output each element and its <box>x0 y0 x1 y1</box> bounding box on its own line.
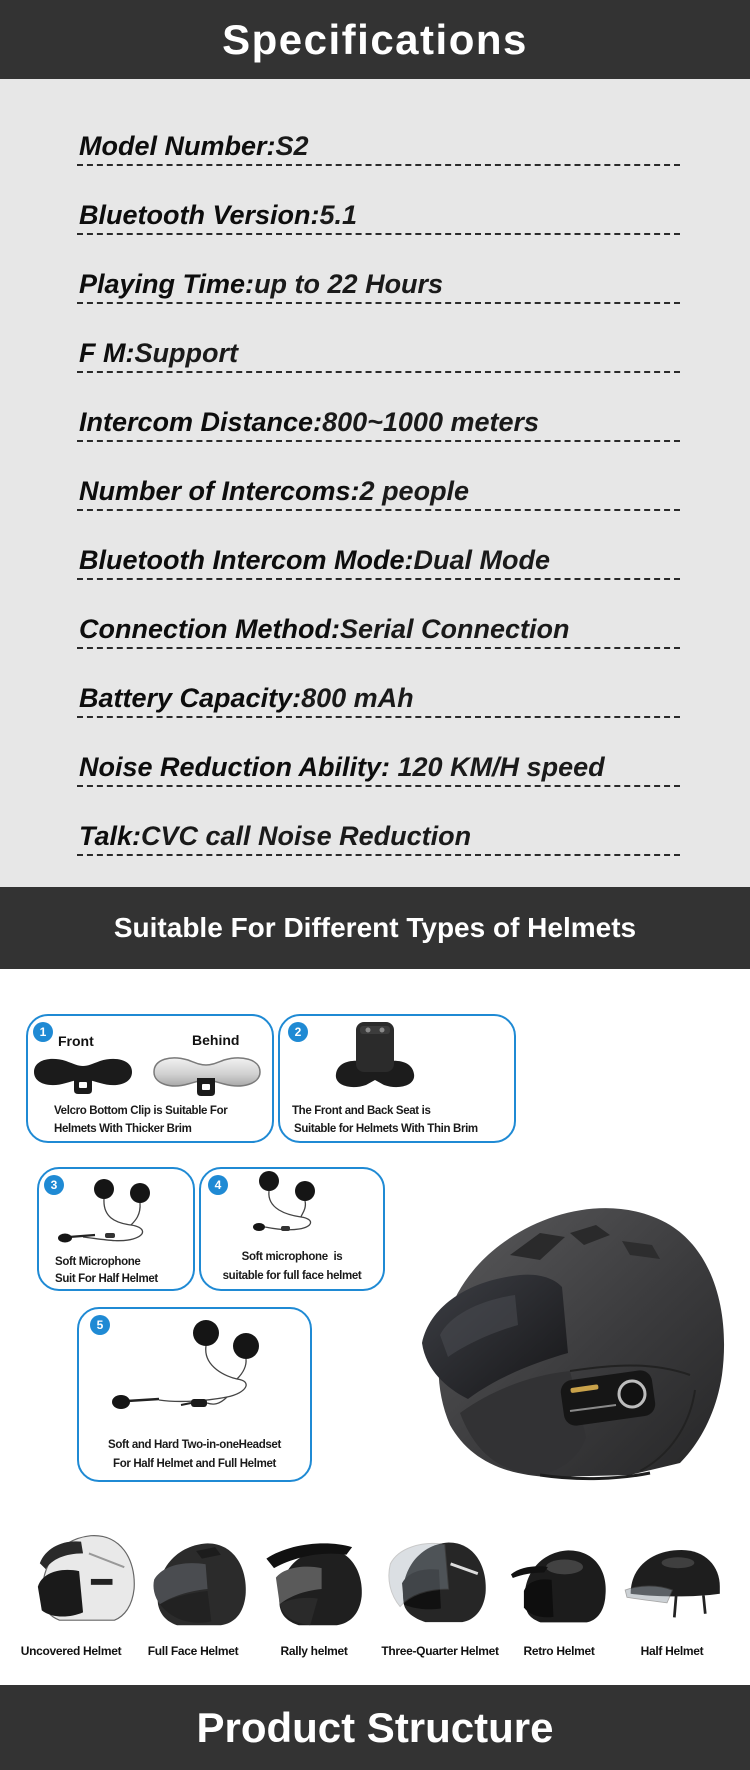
accessory-caption-line-1: Soft and Hard Two-in-oneHeadset <box>108 1439 281 1451</box>
step-badge-2: 2 <box>288 1022 308 1042</box>
spec-label: Playing Time: <box>79 269 255 299</box>
spec-row-intercom-mode <box>77 511 680 580</box>
helmet-type-label: Retro Helmet <box>523 1644 595 1658</box>
spec-value: CVC call Noise Reduction <box>141 821 472 851</box>
helmet-type-label: Half Helmet <box>640 1644 704 1658</box>
spec-row-bluetooth-version <box>77 166 680 235</box>
spec-row-battery-capacity <box>77 649 680 718</box>
accessory-caption-line-1: Velcro Bottom Clip is Suitable For <box>54 1105 228 1117</box>
spec-row-fm <box>77 304 680 373</box>
modular-helmet-with-intercom-icon <box>390 1175 730 1491</box>
step-badge-5: 5 <box>90 1315 110 1335</box>
helmet-type-label: Full Face Helmet <box>147 1644 239 1658</box>
spec-value: 800 mAh <box>301 683 414 713</box>
accessory-card-1 <box>26 1014 274 1143</box>
helmet-types-title: Suitable For Different Types of Helmets <box>113 912 637 943</box>
accessory-caption-line-2: suitable for full face helmet <box>222 1270 362 1282</box>
spec-label: Intercom Distance: <box>79 407 323 437</box>
spec-value: 800~1000 meters <box>322 407 540 437</box>
spec-label: Bluetooth Intercom Mode: <box>79 545 414 575</box>
spec-value: 2 people <box>359 476 470 506</box>
step-badge-1: 1 <box>33 1022 53 1042</box>
spec-value: 120 KM/H speed <box>390 752 605 782</box>
step-badge-4: 4 <box>208 1175 228 1195</box>
spec-value: Support <box>134 338 238 368</box>
spec-value: up to 22 Hours <box>254 269 444 299</box>
spec-value: 5.1 <box>319 200 358 230</box>
spec-row-noise-reduction <box>77 718 680 787</box>
behind-label: Behind <box>192 1032 240 1048</box>
accessory-caption-line-2: Suitable for Helmets With Thin Brim <box>294 1123 478 1135</box>
accessory-card-3 <box>37 1167 195 1291</box>
helmet-type-label: Uncovered Helmet <box>20 1644 122 1658</box>
full-face-helmet-icon <box>143 1530 253 1630</box>
spec-label: Model Number: <box>79 131 276 161</box>
spec-row-talk <box>77 787 680 856</box>
velcro-clip-behind-icon <box>154 1058 260 1096</box>
spec-label: Noise Reduction Ability: <box>79 752 391 782</box>
spec-label: Bluetooth Version: <box>79 200 320 230</box>
spec-value: S2 <box>275 131 309 161</box>
spec-label: Connection Method: <box>79 614 340 644</box>
helmet-type-label: Rally helmet <box>280 1644 348 1658</box>
spec-label: Battery Capacity: <box>79 683 302 713</box>
two-in-one-headset-icon <box>79 1309 310 1480</box>
accessory-caption-line-1: Soft Microphone <box>55 1256 141 1268</box>
product-structure-header <box>0 1685 750 1770</box>
rally-helmet-icon <box>258 1530 370 1630</box>
accessory-card-4 <box>199 1167 385 1291</box>
accessory-card-5 <box>77 1307 312 1482</box>
product-structure-title: Product Structure <box>196 1703 554 1751</box>
velcro-clip-front-icon <box>34 1059 132 1094</box>
spec-list <box>77 97 680 856</box>
spec-label: Number of Intercoms: <box>79 476 360 506</box>
step-badge-3: 3 <box>44 1175 64 1195</box>
spec-row-intercom-distance <box>77 373 680 442</box>
three-quarter-helmet-icon <box>380 1525 494 1627</box>
spec-row-playing-time <box>77 235 680 304</box>
spec-label: Talk: <box>79 821 142 851</box>
front-label: Front <box>58 1033 94 1049</box>
accessory-caption-line-2: Suit For Half Helmet <box>55 1273 158 1285</box>
spec-label: F M: <box>79 338 135 368</box>
retro-helmet-icon <box>502 1530 616 1627</box>
spec-value: Dual Mode <box>413 545 550 575</box>
spec-row-connection-method <box>77 580 680 649</box>
accessory-card-2 <box>278 1014 516 1143</box>
specifications-header <box>0 0 750 79</box>
spec-row-model-number <box>77 97 680 166</box>
accessory-caption-line-2: For Half Helmet and Full Helmet <box>113 1458 276 1470</box>
specifications-panel <box>0 79 750 887</box>
uncovered-helmet-icon <box>30 1523 140 1628</box>
helmet-type-label: Three-Quarter Helmet <box>381 1644 499 1658</box>
half-helmet-icon <box>616 1530 729 1621</box>
specifications-title: Specifications <box>222 15 528 63</box>
spec-row-number-of-intercoms <box>77 442 680 511</box>
helmet-types-header <box>0 887 750 969</box>
accessory-caption-line-1: The Front and Back Seat is <box>292 1105 431 1117</box>
accessory-caption-line-1: Soft microphone is <box>241 1251 343 1263</box>
accessory-caption-line-2: Helmets With Thicker Brim <box>54 1123 192 1135</box>
spec-value: Serial Connection <box>339 614 570 644</box>
